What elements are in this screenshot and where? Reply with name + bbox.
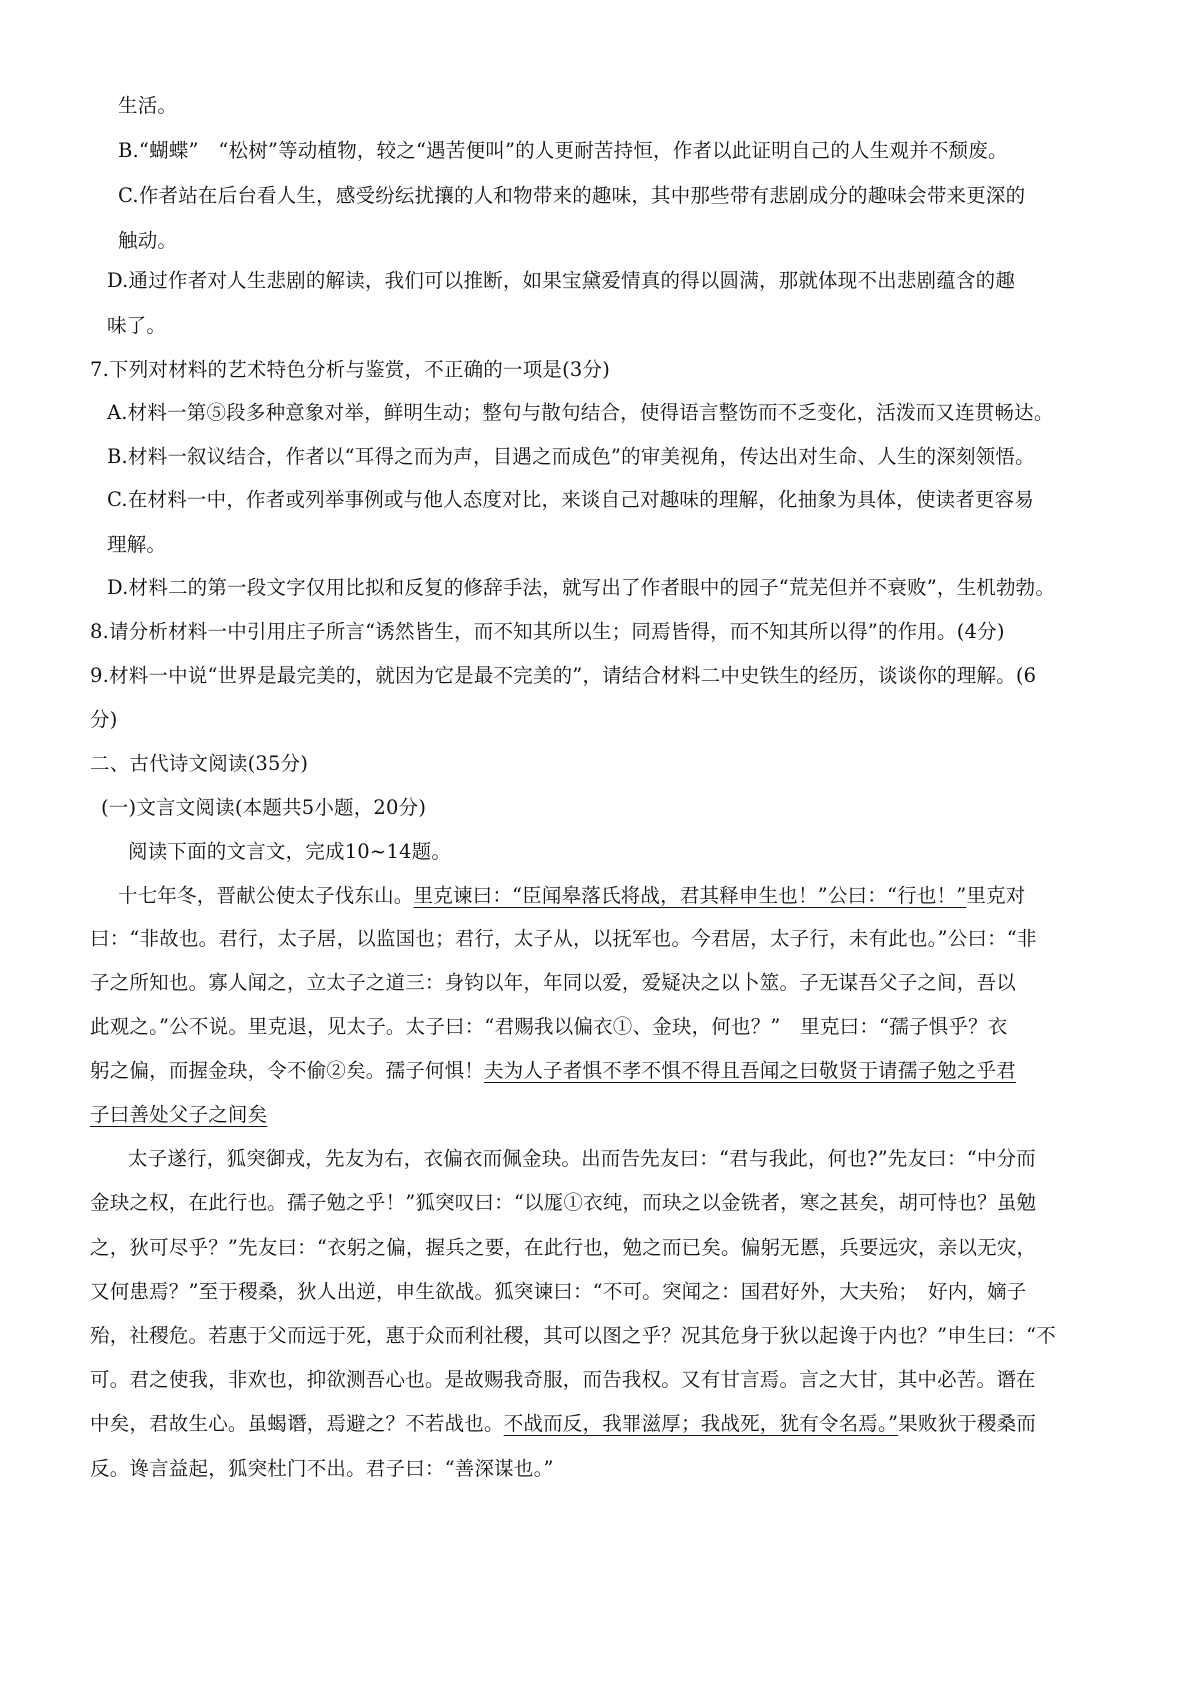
passage-line: 金玦之权，在此行也。孺子勉之乎！”狐突叹曰：“以厖①衣纯，而玦之以金铣者，寒之甚矣，胡可恃也？虽勉 <box>90 1191 1037 1214</box>
passage-line <box>90 1410 1036 1438</box>
text-line: 分) <box>90 708 118 731</box>
text-line: 理解。 <box>107 533 167 556</box>
passage-line: 子之所知也。寡人闻之，立太子之道三：身钧以年，年同以爱，爱疑决之以卜筮。子无谋吾父子之间，吾以 <box>90 971 1016 994</box>
passage-text: 十七年冬，晋献公使太子伐东山。 <box>118 884 414 907</box>
underlined-passage-text: 里克谏曰：“臣闻皋落氏将战，君其释申生也！”公曰：“行也！” <box>413 884 967 907</box>
passage-line: 殆，社稷危。若惠于父而远于死，惠于众而利社稷，其可以图之乎？况其危身于狄以起谗于内也？”申生曰：“不 <box>90 1324 1056 1347</box>
option-c-line: C.作者站在后台看人生，感受纷纭扰攘的人和物带来的趣味，其中那些带有悲剧成分的趣味会带来更深的 <box>118 184 1026 207</box>
passage-line <box>118 882 1026 910</box>
underlined-passage-text: 子曰善处父子之间矣 <box>90 1103 268 1126</box>
option-d-line: D.通过作者对人生悲剧的解读，我们可以推断，如果宝黛爱情真的得以圆满，那就体现不出悲剧蕴含的趣 <box>107 269 1016 292</box>
question-8: 8.请分析材料一中引用庄子所言“诱然皆生，而不知其所以生；同焉皆得，而不知其所以得”的作用。(4分) <box>90 620 1005 643</box>
passage-text: 里克对 <box>966 884 1026 907</box>
passage-line <box>90 1057 1016 1085</box>
question-7: 7.下列对材料的艺术特色分析与鉴赏，不正确的一项是(3分) <box>90 358 611 381</box>
underlined-passage-text: 不战而反，我罪滋厚；我战死，犹有令名焉。” <box>503 1412 899 1435</box>
passage-line: 可。君之使我，非欢也，抑欲测吾心也。是故赐我奇服，而告我权。又有甘言焉。言之大甘，其中必苦。谮在 <box>90 1368 1036 1391</box>
passage-line: 曰：“非故也。君行，太子居，以监国也；君行，太子从，以抚军也。今君居，太子行，未有此也。”公曰：“非 <box>90 927 1037 950</box>
passage-line: 此观之。”公不说。里克退，见太子。太子曰：“君赐我以偏衣①、金玦，何也？” 里克曰：“孺子惧乎？衣 <box>90 1015 1008 1038</box>
option-d-line: D.材料二的第一段文字仅用比拟和反复的修辞手法，就写出了作者眼中的园子“荒芜但并不衰败”，生机勃勃。 <box>107 576 1056 599</box>
underlined-passage-text: 夫为人子者惧不孝不惧不得且吾闻之曰敬贤于请孺子勉之乎君 <box>484 1059 1016 1082</box>
text-line: 生活。 <box>118 94 178 117</box>
passage-text: 果败狄于稷桑而 <box>898 1412 1037 1435</box>
passage-line: 太子遂行，狐突御戎，先友为右，衣偏衣而佩金玦。出而告先友曰：“君与我此，何也?”先友曰：“中分而 <box>128 1147 1036 1170</box>
option-b-line: B.“蝴蝶” “松树”等动植物，较之“遇苦便叫”的人更耐苦持恒，作者以此证明自己的人生观并不颓废。 <box>118 139 1008 162</box>
passage-line: 又何患焉？”至于稷桑，狄人出逆，申生欲战。狐突谏曰：“不可。突闻之：国君好外，大夫殆； 好内，嫡子 <box>90 1280 1027 1303</box>
question-9: 9.材料一中说“世界是最完美的，就因为它是最不完美的”，请结合材料二中史铁生的经历，谈谈你的理解。(6 <box>90 664 1037 687</box>
passage-line: 反。谗言益起，狐突杜门不出。君子曰：“善深谋也。” <box>90 1457 554 1480</box>
passage-text: 躬之偏，而握金玦，令不偷②矣。孺子何惧！ <box>90 1059 485 1082</box>
passage-line <box>90 1101 267 1129</box>
section-heading: 二、古代诗文阅读(35分) <box>90 752 309 775</box>
text-line: 味了。 <box>107 314 167 337</box>
passage-line: 之，狄可尽乎？”先友曰：“衣躬之偏，握兵之要，在此行也，勉之而已矣。偏躬无慝，兵要远灾，亲以无灾， <box>90 1236 1037 1259</box>
passage-text: 中矣，君故生心。虽蝎谮，焉避之？不若战也。 <box>90 1412 504 1435</box>
subsection-heading: (一)文言文阅读(本题共5小题，20分) <box>101 796 427 819</box>
instruction-line: 阅读下面的文言文，完成10~14题。 <box>128 840 452 863</box>
option-c-line: C.在材料一中，作者或列举事例或与他人态度对比，来谈自己对趣味的理解，化抽象为具体，使读者更容易 <box>107 488 1035 511</box>
text-line: 触动。 <box>118 229 178 252</box>
option-a-line: A.材料一第⑤段多种意象对举，鲜明生动；整句与散句结合，使得语言整饬而不乏变化，活泼而又连贯畅达。 <box>107 401 1054 424</box>
option-b-line: B.材料一叙议结合，作者以“耳得之而为声，目遇之而成色”的审美视角，传达出对生命、人生的深刻领悟。 <box>107 445 1035 468</box>
